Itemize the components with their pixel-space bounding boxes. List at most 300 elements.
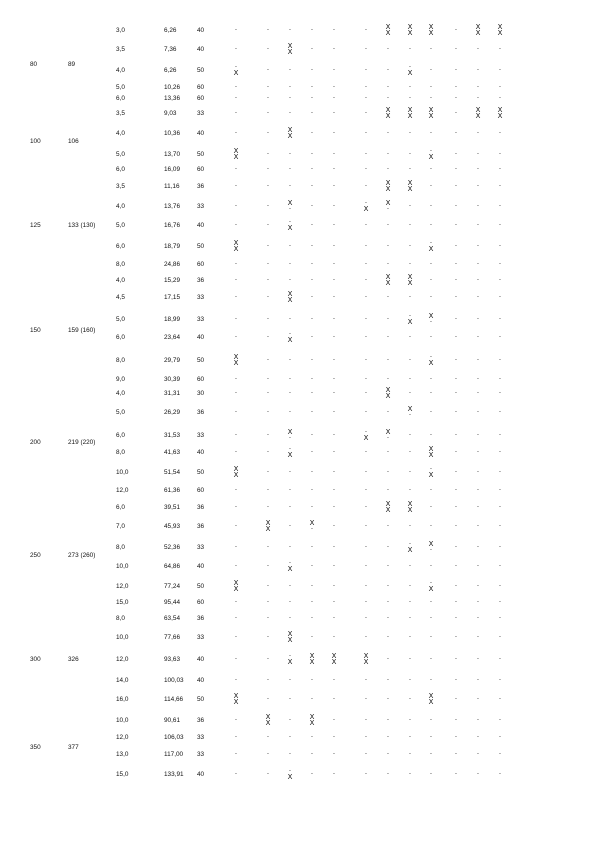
pressure-class: 40	[197, 656, 205, 663]
x-mark: X X	[233, 579, 239, 593]
empty-dot-mark: ·	[364, 315, 368, 323]
empty-dot-mark: ·	[234, 94, 238, 102]
empty-dot-mark: ·	[386, 598, 390, 606]
empty-dot-mark: ·	[234, 109, 238, 117]
empty-dot-mark: ·	[288, 83, 292, 91]
empty-dot-mark: ·	[266, 633, 270, 641]
empty-dot-mark: ·	[408, 522, 412, 530]
empty-dot-mark: ·	[288, 522, 292, 530]
empty-dot-mark: ·	[429, 770, 433, 778]
empty-dot-mark: ·	[310, 676, 314, 684]
empty-dot-mark: ·	[364, 356, 368, 364]
empty-dot-mark: ·	[429, 716, 433, 724]
x-mark: X X	[309, 713, 315, 727]
empty-dot-mark: ·	[454, 182, 458, 190]
empty-dot-mark: ·	[288, 389, 292, 397]
x-mark: X ·	[385, 199, 391, 213]
outer-diameter: 326	[68, 656, 79, 663]
empty-dot-mark: ·	[386, 750, 390, 758]
empty-dot-mark: ·	[266, 129, 270, 137]
empty-dot-mark: ·	[310, 543, 314, 551]
empty-dot-mark: ·	[288, 26, 292, 34]
empty-dot-mark: ·	[386, 543, 390, 551]
pressure-class: 33	[197, 634, 205, 641]
empty-dot-mark: ·	[266, 109, 270, 117]
wall-thickness: 8,0	[116, 261, 125, 268]
empty-dot-mark: ·	[408, 389, 412, 397]
empty-dot-mark: ·	[266, 66, 270, 74]
x-mark: X X	[497, 23, 503, 37]
wall-thickness: 4,5	[116, 294, 125, 301]
mass-value: 31,53	[164, 432, 180, 439]
empty-dot-mark: ·	[454, 614, 458, 622]
empty-dot-mark: ·	[498, 94, 502, 102]
empty-dot-mark: ·	[429, 202, 433, 210]
empty-dot-mark: ·	[454, 695, 458, 703]
empty-dot-mark: ·	[386, 522, 390, 530]
empty-dot-mark: ·	[386, 676, 390, 684]
mass-value: 77,24	[164, 583, 180, 590]
empty-dot-mark: ·	[498, 221, 502, 229]
empty-dot-mark: ·	[429, 389, 433, 397]
empty-dot-mark: ·	[364, 375, 368, 383]
empty-dot-mark: ·	[364, 733, 368, 741]
empty-dot-mark: ·	[364, 109, 368, 117]
empty-dot-mark: ·	[288, 543, 292, 551]
x-mark: · X	[428, 465, 434, 479]
x-mark: X ·	[287, 199, 293, 213]
nominal-size: 350	[30, 744, 41, 751]
empty-dot-mark: ·	[408, 94, 412, 102]
empty-dot-mark: ·	[332, 26, 336, 34]
empty-dot-mark: ·	[288, 486, 292, 494]
empty-dot-mark: ·	[288, 733, 292, 741]
empty-dot-mark: ·	[288, 109, 292, 117]
empty-dot-mark: ·	[476, 503, 480, 511]
empty-dot-mark: ·	[386, 293, 390, 301]
empty-dot-mark: ·	[332, 260, 336, 268]
empty-dot-mark: ·	[310, 598, 314, 606]
empty-dot-mark: ·	[234, 676, 238, 684]
empty-dot-mark: ·	[476, 202, 480, 210]
empty-dot-mark: ·	[234, 202, 238, 210]
mass-value: 24,86	[164, 261, 180, 268]
empty-dot-mark: ·	[364, 582, 368, 590]
nominal-size: 300	[30, 656, 41, 663]
empty-dot-mark: ·	[364, 676, 368, 684]
empty-dot-mark: ·	[454, 293, 458, 301]
mass-value: 100,03	[164, 677, 184, 684]
empty-dot-mark: ·	[454, 83, 458, 91]
mass-value: 61,36	[164, 487, 180, 494]
empty-dot-mark: ·	[288, 182, 292, 190]
empty-dot-mark: ·	[454, 582, 458, 590]
mass-value: 63,54	[164, 615, 180, 622]
empty-dot-mark: ·	[408, 375, 412, 383]
empty-dot-mark: ·	[332, 716, 336, 724]
empty-dot-mark: ·	[364, 221, 368, 229]
empty-dot-mark: ·	[310, 83, 314, 91]
empty-dot-mark: ·	[234, 182, 238, 190]
empty-dot-mark: ·	[234, 655, 238, 663]
x-mark: X X	[407, 106, 413, 120]
empty-dot-mark: ·	[288, 582, 292, 590]
empty-dot-mark: ·	[454, 129, 458, 137]
wall-thickness: 8,0	[116, 357, 125, 364]
empty-dot-mark: ·	[310, 356, 314, 364]
wall-thickness: 8,0	[116, 544, 125, 551]
empty-dot-mark: ·	[498, 260, 502, 268]
empty-dot-mark: ·	[364, 543, 368, 551]
empty-dot-mark: ·	[408, 770, 412, 778]
empty-dot-mark: ·	[429, 66, 433, 74]
empty-dot-mark: ·	[476, 750, 480, 758]
empty-dot-mark: ·	[476, 431, 480, 439]
empty-dot-mark: ·	[408, 716, 412, 724]
empty-dot-mark: ·	[386, 633, 390, 641]
empty-dot-mark: ·	[386, 129, 390, 137]
pressure-class: 36	[197, 523, 205, 530]
empty-dot-mark: ·	[386, 448, 390, 456]
empty-dot-mark: ·	[266, 83, 270, 91]
empty-dot-mark: ·	[332, 182, 336, 190]
empty-dot-mark: ·	[234, 221, 238, 229]
empty-dot-mark: ·	[498, 716, 502, 724]
empty-dot-mark: ·	[454, 109, 458, 117]
empty-dot-mark: ·	[408, 486, 412, 494]
empty-dot-mark: ·	[454, 276, 458, 284]
empty-dot-mark: ·	[386, 716, 390, 724]
empty-dot-mark: ·	[429, 165, 433, 173]
x-mark: X X	[475, 106, 481, 120]
empty-dot-mark: ·	[429, 614, 433, 622]
empty-dot-mark: ·	[332, 109, 336, 117]
empty-dot-mark: ·	[310, 66, 314, 74]
empty-dot-mark: ·	[288, 503, 292, 511]
empty-dot-mark: ·	[332, 45, 336, 53]
empty-dot-mark: ·	[332, 695, 336, 703]
empty-dot-mark: ·	[234, 83, 238, 91]
empty-dot-mark: ·	[332, 408, 336, 416]
empty-dot-mark: ·	[364, 562, 368, 570]
pressure-class: 60	[197, 166, 205, 173]
empty-dot-mark: ·	[408, 83, 412, 91]
x-mark: · X	[287, 445, 293, 459]
wall-thickness: 10,0	[116, 469, 129, 476]
empty-dot-mark: ·	[498, 770, 502, 778]
x-mark: · X	[407, 540, 413, 554]
empty-dot-mark: ·	[429, 750, 433, 758]
empty-dot-mark: ·	[386, 165, 390, 173]
empty-dot-mark: ·	[429, 375, 433, 383]
empty-dot-mark: ·	[408, 733, 412, 741]
empty-dot-mark: ·	[429, 333, 433, 341]
empty-dot-mark: ·	[364, 503, 368, 511]
empty-dot-mark: ·	[476, 150, 480, 158]
empty-dot-mark: ·	[364, 83, 368, 91]
x-mark: · X	[407, 312, 413, 326]
empty-dot-mark: ·	[266, 242, 270, 250]
empty-dot-mark: ·	[454, 716, 458, 724]
empty-dot-mark: ·	[266, 182, 270, 190]
empty-dot-mark: ·	[364, 150, 368, 158]
empty-dot-mark: ·	[498, 408, 502, 416]
empty-dot-mark: ·	[429, 221, 433, 229]
x-mark: X X	[265, 519, 271, 533]
empty-dot-mark: ·	[310, 562, 314, 570]
outer-diameter: 133 (130)	[68, 222, 96, 229]
empty-dot-mark: ·	[454, 408, 458, 416]
empty-dot-mark: ·	[386, 562, 390, 570]
wall-thickness: 5,0	[116, 151, 125, 158]
x-mark: X X	[233, 353, 239, 367]
mass-value: 11,16	[164, 183, 180, 190]
x-mark: X X	[265, 713, 271, 727]
empty-dot-mark: ·	[429, 486, 433, 494]
x-mark: X X	[428, 23, 434, 37]
mass-value: 117,00	[164, 751, 184, 758]
wall-thickness: 6,0	[116, 243, 125, 250]
empty-dot-mark: ·	[234, 389, 238, 397]
empty-dot-mark: ·	[476, 733, 480, 741]
empty-dot-mark: ·	[454, 26, 458, 34]
empty-dot-mark: ·	[408, 431, 412, 439]
empty-dot-mark: ·	[498, 750, 502, 758]
x-mark: · X	[287, 330, 293, 344]
mass-value: 7,36	[164, 46, 177, 53]
empty-dot-mark: ·	[429, 676, 433, 684]
empty-dot-mark: ·	[234, 770, 238, 778]
pressure-class: 50	[197, 583, 205, 590]
empty-dot-mark: ·	[454, 150, 458, 158]
empty-dot-mark: ·	[234, 614, 238, 622]
outer-diameter: 89	[68, 61, 76, 68]
wall-thickness: 4,0	[116, 203, 125, 210]
empty-dot-mark: ·	[498, 83, 502, 91]
empty-dot-mark: ·	[332, 129, 336, 137]
empty-dot-mark: ·	[310, 221, 314, 229]
empty-dot-mark: ·	[234, 598, 238, 606]
empty-dot-mark: ·	[476, 375, 480, 383]
empty-dot-mark: ·	[498, 522, 502, 530]
empty-dot-mark: ·	[386, 582, 390, 590]
empty-dot-mark: ·	[364, 94, 368, 102]
mass-value: 45,93	[164, 523, 180, 530]
outer-diameter: 377	[68, 744, 79, 751]
empty-dot-mark: ·	[266, 276, 270, 284]
empty-dot-mark: ·	[364, 716, 368, 724]
x-mark: X ·	[407, 405, 413, 419]
empty-dot-mark: ·	[364, 522, 368, 530]
empty-dot-mark: ·	[288, 695, 292, 703]
mass-value: 133,91	[164, 771, 184, 778]
empty-dot-mark: ·	[476, 448, 480, 456]
x-mark: X X	[407, 273, 413, 287]
empty-dot-mark: ·	[498, 431, 502, 439]
empty-dot-mark: ·	[332, 468, 336, 476]
empty-dot-mark: ·	[310, 109, 314, 117]
empty-dot-mark: ·	[332, 676, 336, 684]
empty-dot-mark: ·	[364, 182, 368, 190]
empty-dot-mark: ·	[364, 242, 368, 250]
x-mark: X X	[385, 386, 391, 400]
empty-dot-mark: ·	[310, 202, 314, 210]
nominal-size: 150	[30, 327, 41, 334]
empty-dot-mark: ·	[288, 676, 292, 684]
empty-dot-mark: ·	[310, 129, 314, 137]
empty-dot-mark: ·	[288, 315, 292, 323]
x-mark: · X	[428, 353, 434, 367]
outer-diameter: 106	[68, 138, 79, 145]
pressure-class: 36	[197, 277, 205, 284]
pressure-class: 33	[197, 544, 205, 551]
empty-dot-mark: ·	[429, 293, 433, 301]
empty-dot-mark: ·	[408, 582, 412, 590]
empty-dot-mark: ·	[364, 408, 368, 416]
empty-dot-mark: ·	[429, 633, 433, 641]
empty-dot-mark: ·	[332, 333, 336, 341]
mass-value: 13,76	[164, 203, 180, 210]
empty-dot-mark: ·	[310, 333, 314, 341]
empty-dot-mark: ·	[266, 543, 270, 551]
empty-dot-mark: ·	[476, 598, 480, 606]
outer-diameter: 219 (220)	[68, 439, 96, 446]
empty-dot-mark: ·	[454, 66, 458, 74]
empty-dot-mark: ·	[429, 260, 433, 268]
empty-dot-mark: ·	[429, 408, 433, 416]
empty-dot-mark: ·	[266, 468, 270, 476]
wall-thickness: 15,0	[116, 771, 129, 778]
empty-dot-mark: ·	[310, 260, 314, 268]
empty-dot-mark: ·	[288, 66, 292, 74]
empty-dot-mark: ·	[476, 770, 480, 778]
x-mark: X ·	[287, 428, 293, 442]
empty-dot-mark: ·	[364, 468, 368, 476]
empty-dot-mark: ·	[266, 750, 270, 758]
empty-dot-mark: ·	[288, 242, 292, 250]
empty-dot-mark: ·	[386, 770, 390, 778]
empty-dot-mark: ·	[386, 94, 390, 102]
wall-thickness: 5,0	[116, 409, 125, 416]
empty-dot-mark: ·	[454, 655, 458, 663]
pressure-class: 50	[197, 469, 205, 476]
empty-dot-mark: ·	[386, 315, 390, 323]
empty-dot-mark: ·	[454, 448, 458, 456]
x-mark: X X	[407, 500, 413, 514]
empty-dot-mark: ·	[476, 486, 480, 494]
empty-dot-mark: ·	[386, 486, 390, 494]
x-mark: X X	[475, 23, 481, 37]
x-mark: · X	[287, 559, 293, 573]
wall-thickness: 3,5	[116, 46, 125, 53]
empty-dot-mark: ·	[332, 202, 336, 210]
mass-value: 41,63	[164, 449, 180, 456]
empty-dot-mark: ·	[332, 614, 336, 622]
empty-dot-mark: ·	[454, 165, 458, 173]
mass-value: 114,66	[164, 696, 184, 703]
empty-dot-mark: ·	[454, 315, 458, 323]
empty-dot-mark: ·	[364, 333, 368, 341]
pressure-class: 40	[197, 563, 205, 570]
empty-dot-mark: ·	[310, 375, 314, 383]
empty-dot-mark: ·	[408, 614, 412, 622]
empty-dot-mark: ·	[476, 543, 480, 551]
wall-thickness: 10,0	[116, 563, 129, 570]
x-mark: X X	[385, 106, 391, 120]
x-mark: X ·	[309, 519, 315, 533]
pressure-class: 50	[197, 357, 205, 364]
empty-dot-mark: ·	[288, 165, 292, 173]
mass-value: 16,76	[164, 222, 180, 229]
mass-value: 29,79	[164, 357, 180, 364]
empty-dot-mark: ·	[476, 582, 480, 590]
empty-dot-mark: ·	[498, 202, 502, 210]
empty-dot-mark: ·	[288, 614, 292, 622]
empty-dot-mark: ·	[498, 733, 502, 741]
empty-dot-mark: ·	[429, 431, 433, 439]
empty-dot-mark: ·	[386, 83, 390, 91]
empty-dot-mark: ·	[498, 695, 502, 703]
empty-dot-mark: ·	[454, 468, 458, 476]
empty-dot-mark: ·	[310, 242, 314, 250]
empty-dot-mark: ·	[386, 733, 390, 741]
wall-thickness: 5,0	[116, 84, 125, 91]
empty-dot-mark: ·	[408, 221, 412, 229]
empty-dot-mark: ·	[454, 733, 458, 741]
empty-dot-mark: ·	[408, 129, 412, 137]
x-mark: X X	[287, 42, 293, 56]
x-mark: X X	[385, 179, 391, 193]
pressure-class: 40	[197, 771, 205, 778]
x-mark: · X	[287, 652, 293, 666]
empty-dot-mark: ·	[332, 582, 336, 590]
empty-dot-mark: ·	[364, 129, 368, 137]
pressure-class: 36	[197, 409, 205, 416]
empty-dot-mark: ·	[476, 260, 480, 268]
pressure-class: 33	[197, 316, 205, 323]
mass-value: 13,36	[164, 95, 180, 102]
empty-dot-mark: ·	[266, 486, 270, 494]
empty-dot-mark: ·	[476, 716, 480, 724]
wall-thickness: 4,0	[116, 130, 125, 137]
empty-dot-mark: ·	[266, 375, 270, 383]
wall-thickness: 6,0	[116, 334, 125, 341]
empty-dot-mark: ·	[332, 66, 336, 74]
empty-dot-mark: ·	[234, 522, 238, 530]
empty-dot-mark: ·	[364, 260, 368, 268]
empty-dot-mark: ·	[310, 431, 314, 439]
empty-dot-mark: ·	[498, 333, 502, 341]
empty-dot-mark: ·	[454, 770, 458, 778]
empty-dot-mark: ·	[476, 562, 480, 570]
pressure-class: 60	[197, 261, 205, 268]
x-mark: X X	[309, 652, 315, 666]
x-mark: · X	[363, 199, 369, 213]
empty-dot-mark: ·	[429, 562, 433, 570]
wall-thickness: 3,5	[116, 183, 125, 190]
empty-dot-mark: ·	[234, 333, 238, 341]
empty-dot-mark: ·	[386, 66, 390, 74]
empty-dot-mark: ·	[332, 770, 336, 778]
empty-dot-mark: ·	[454, 633, 458, 641]
empty-dot-mark: ·	[234, 448, 238, 456]
wall-thickness: 6,0	[116, 432, 125, 439]
mass-value: 106,03	[164, 734, 184, 741]
empty-dot-mark: ·	[408, 293, 412, 301]
mass-value: 51,54	[164, 469, 180, 476]
empty-dot-mark: ·	[498, 45, 502, 53]
mass-value: 17,15	[164, 294, 180, 301]
